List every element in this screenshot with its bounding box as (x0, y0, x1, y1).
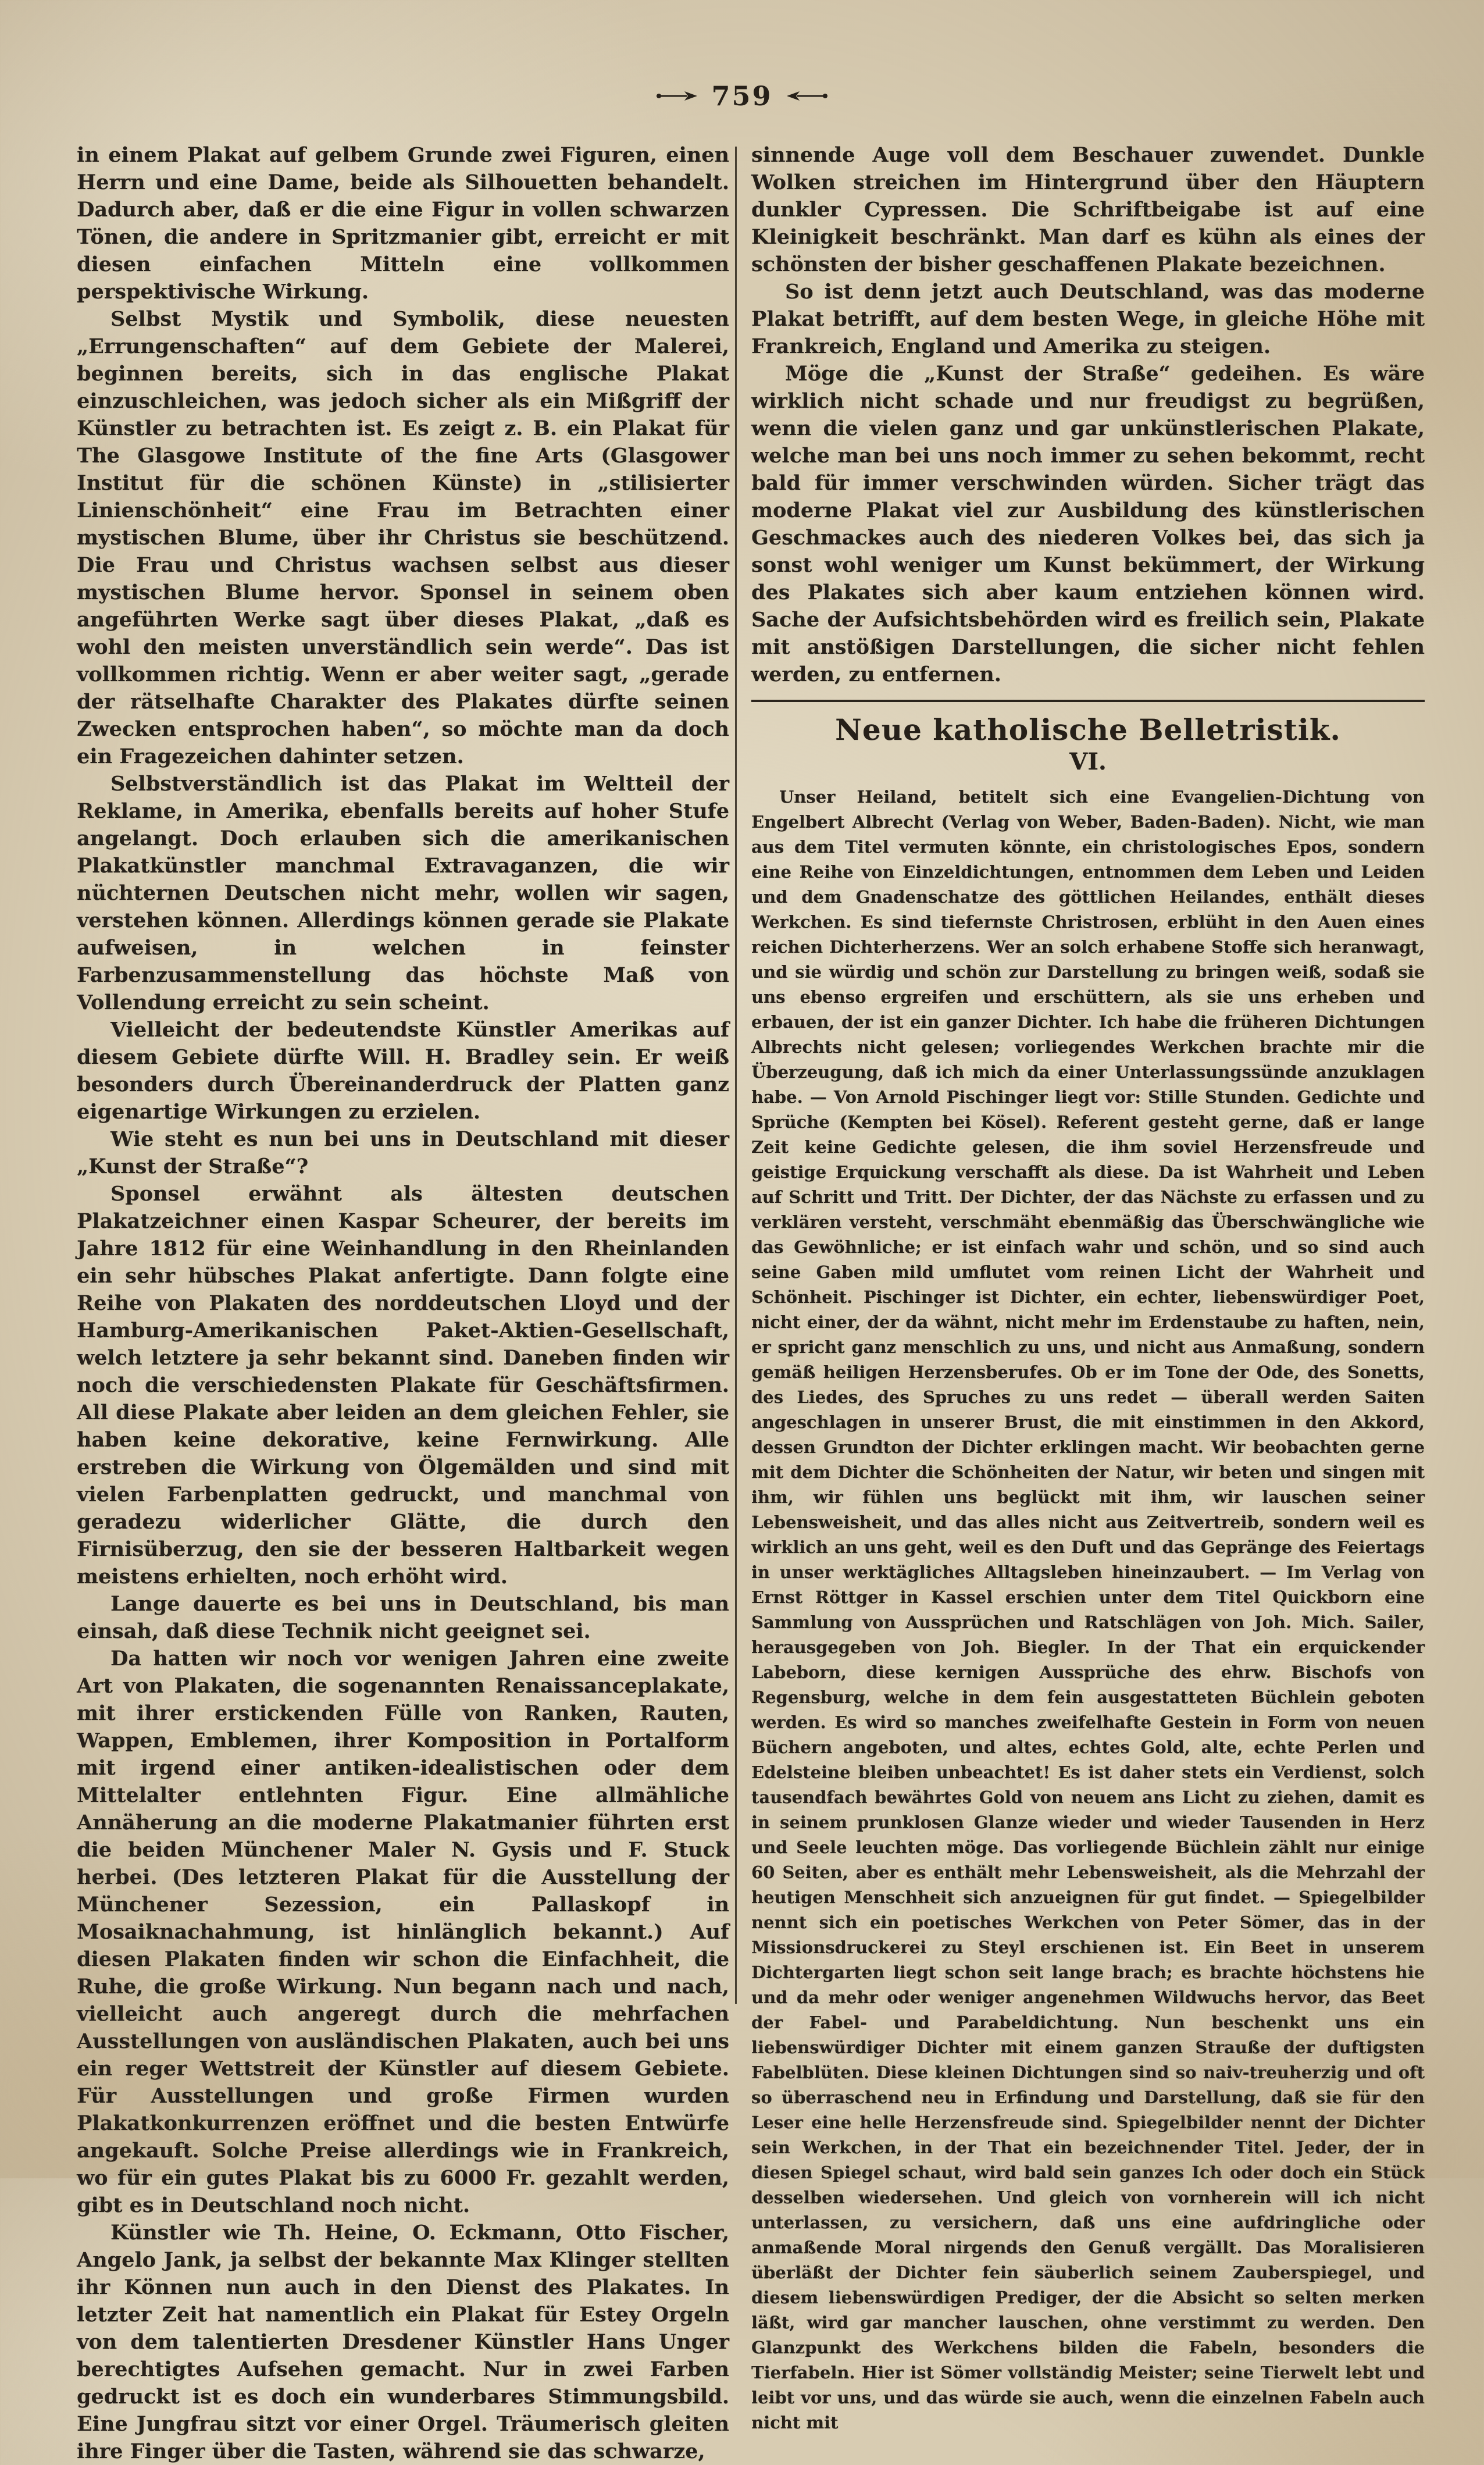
ornament-right-icon (787, 90, 827, 102)
paragraph: So ist denn jetzt auch Deutschland, was das moderne Plakat betrifft, auf dem besten Wege, in gleiche Höhe mit Frankreich, England und Amerika zu steigen. (751, 280, 1425, 358)
section-numeral: VI. (1069, 748, 1107, 775)
column-divider (735, 147, 737, 2004)
paragraph: Selbst Mystik und Symbolik, diese neuesten „Errungenschaften“ auf dem Gebiete der Malerei, beginnen bereits, sich in das englische Plakat einzuschleichen, was jedoch sicher als ein Mißgriff der Künstler zu betrachten ist. Es zeigt z. B. ein Plakat für The Glasgowe Institute of the fine Arts (Glasgower Institut für die schönen Künste) in „stilisierter Linienschönheit“ eine Frau im Betrachten einer mystischen Blume, über ihr Christus sie beschützend. Die Frau und Christus wachsen selbst aus dieser mystischen Blume hervor. Sponsel in seinem oben angeführten Werke sagt über dieses Plakat, „daß es wohl den meisten unverständlich sein werde“. Das ist vollkommen richtig. Wenn er aber weiter sagt, „gerade der rätselhafte Charakter des Plakates dürfte seinen Zwecken entsprochen haben“, so möchte man da doch ein Fragezeichen dahinter setzen. (77, 307, 729, 768)
paragraph: sinnende Auge voll dem Beschauer zuwendet. Dunkle Wolken streichen im Hintergrund über den Häuptern dunkler Cypressen. Die Schriftbeigabe ist auf eine Kleinigkeit beschränkt. Man darf es kühn als eines der schönsten der bisher geschaffenen Plakate bezeichnen. (751, 143, 1425, 276)
left-column (77, 141, 729, 2465)
ornament-left-icon (657, 90, 697, 102)
paragraph: Da hatten wir noch vor wenigen Jahren eine zweite Art von Plakaten, die sogenannten Renaissanceplakate, mit ihrer erstickenden Fülle von Ranken, Rauten, Wappen, Emblemen, ihrer Komposition in Portalform mit irgend einer antiken-idealistischen oder dem Mittelalter entlehnten Figur. Eine allmähliche Annäherung an die moderne Plakatmanier führten erst die beiden Münchener Maler N. Gysis und F. Stuck herbei. (Des letzteren Plakat für die Ausstellung der Münchener Sezession, ein Pallaskopf in Mosaiknachahmung, ist hinlänglich bekannt.) Auf diesen Plakaten finden wir schon die Einfachheit, die Ruhe, die große Wirkung. Nun begann nach und nach, vielleicht auch angeregt durch die mehrfachen Ausstellungen von ausländischen Plakaten, auch bei uns ein reger Wettstreit der Künstler auf diesem Gebiete. Für Ausstellungen und große Firmen wurden Plakatkonkurrenzen eröffnet und die besten Entwürfe angekauft. Solche Preise allerdings wie in Frankreich, wo für ein gutes Plakat bis zu 6000 Fr. gezahlt werden, gibt es in Deutschland noch nicht. (77, 1647, 729, 2217)
section-divider-rule (751, 700, 1425, 702)
paragraph: Möge die „Kunst der Straße“ gedeihen. Es wäre wirklich nicht schade und nur freudigst zu begrüßen, wenn die vielen ganz und gar unkünstlerischen Plakate, welche man bei uns noch immer zu sehen bekommt, recht bald für immer verschwinden würden. Sicher trägt das moderne Plakat viel zur Ausbildung des künstlerischen Geschmackes auch des niederen Volkes bei, das sich ja sonst wohl weniger um Kunst bekümmert, der Wirkung des Plakates sich aber kaum entziehen können wird. Sache der Aufsichtsbehörden wird es freilich sein, Plakate mit anstößigen Darstellungen, die sicher nicht fehlen werden, zu entfernen. (751, 362, 1425, 686)
paragraph: in einem Plakat auf gelbem Grunde zwei Figuren, einen Herrn und eine Dame, beide als Silhouetten behandelt. Dadurch aber, daß er die eine Figur in vollen schwarzen Tönen, die andere in Spritzmanier gibt, erreicht er mit diesen einfachen Mitteln eine vollkommen perspektivische Wirkung. (77, 143, 729, 304)
paragraph: Künstler wie Th. Heine, O. Eckmann, Otto Fischer, Angelo Jank, ja selbst der bekannte Max Klinger stellten ihr Können nun auch in den Dienst des Plakates. In letzter Zeit hat namentlich ein Plakat für Estey Orgeln von dem talentierten Dresdener Künstler Hans Unger berechtigtes Aufsehen gemacht. Nur in zwei Farben gedruckt ist es doch ein wunderbares Stimmungsbild. Eine Jungfrau sitzt vor einer Orgel. Träumerisch gleiten ihre Finger über die Tasten, während sie das schwarze, (77, 2221, 729, 2463)
paragraph: Selbstverständlich ist das Plakat im Weltteil der Reklame, in Amerika, ebenfalls bereits auf hoher Stufe angelangt. Doch erlauben sich die amerikanischen Plakatkünstler manchmal Extravaganzen, die wir nüchternen Deutschen nicht mehr, wollen wir sagen, verstehen können. Allerdings können gerade sie Plakate aufweisen, in welchen in feinster Farbenzusammenstellung das höchste Maß von Vollendung erreicht zu sein scheint. (77, 772, 729, 1014)
paragraph: Wie steht es nun bei uns in Deutschland mit dieser „Kunst der Straße“? (77, 1127, 729, 1178)
paragraph: Unser Heiland, betitelt sich eine Evangelien-Dichtung von Engelbert Albrecht (Verlag von Weber, Baden-Baden). Nicht, wie man aus dem Titel vermuten könnte, ein christologisches Epos, sondern eine Reihe von Einzeldichtungen, entnommen dem Leben und Leiden und dem Gnadenschatze des göttlichen Heilandes, enthält dieses Werkchen. Es sind tiefernste Christrosen, erblüht in den Auen eines reichen Dichterherzens. Wer an solch erhabene Stoffe sich heranwagt, und sie würdig und schön zur Darstellung zu bringen weiß, sodaß sie uns ebenso ergreifen und erschüttern, als sie uns erheben und erbauen, der ist ein ganzer Dichter. Ich habe die früheren Dichtungen Albrechts nicht gelesen; vorliegendes Werkchen brachte mir die Überzeugung, daß ich mich da einer Unterlassungssünde anzuklagen habe. — Von Arnold Pischinger liegt vor: Stille Stunden. Gedichte und Sprüche (Kempten bei Kösel). Referent gesteht gerne, daß er lange Zeit keine Gedichte gelesen, die ihm soviel Herzensfreude und geistige Erquickung verschafft als diese. Da ist Wahrheit und Leben auf Schritt und Tritt. Der Dichter, der das Nächste zu erfassen und zu verklären versteht, verschmäht ebenmäßig das Überschwängliche wie das Gewöhnliche; er ist einfach wahr und schön, und so sind auch seine Gaben mild umflutet vom reinen Licht der Wahrheit und Schönheit. Pischinger ist Dichter, ein echter, liebenswürdiger Poet, nicht einer, der da wähnt, nicht mehr im Erdenstaube zu haften, nein, er spricht ganz menschlich zu uns, und nicht aus Anmaßung, sondern gemäß heiligen Herzensberufes. Ob er im Tone der Ode, des Sonetts, des Liedes, des Spruches zu uns redet — überall werden Saiten angeschlagen in unserer Brust, die mit einstimmen in den Akkord, dessen Grundton der Dichter erklingen macht. Wir beobachten gerne mit dem Dichter die Schönheiten der Natur, wir beten und singen mit ihm, wir fühlen uns beglückt mit ihm, wir lauschen seiner Lebensweisheit, und das alles nicht aus Zeitvertreib, sondern weil es wirklich an uns geht, weil es den Duft und das Gepränge des Feiertags in unser werktägliches Alltagsleben hineinzaubert. — Im Verlag von Ernst Röttger in Kassel erschien unter dem Titel Quickborn eine Sammlung von Aussprüchen und Ratschlägen von Joh. Mich. Sailer, herausgegeben von Joh. Biegler. In der That ein erquickender Labeborn, diese kernigen Aussprüche des ehrw. Bischofs von Regensburg, welche in dem fein ausgestatteten Büchlein geboten werden. Es wird so manches zweifelhafte Gestein in Form von neuen Büchern angeboten, und altes, echtes Gold, alte, echte Perlen und Edelsteine bleiben unbeachtet! Es ist daher stets ein Verdienst, solch tausendfach bewährtes Gold von neuem ans Licht zu ziehen, damit es in seinem prunklosen Glanze wieder und wieder Tausenden in Herz und Seele leuchten möge. Das vorliegende Büchlein zählt nur einige 60 Seiten, aber es enthält mehr Lebensweisheit, als die Mehrzahl der heutigen Menschheit sich anzueignen für gut findet. — Spiegelbilder nennt sich ein poetisches Werkchen von Peter Sömer, das in der Missionsdruckerei zu Steyl erschienen ist. Ein Beet in unserem Dichtergarten liegt schon seit lange brach; es brachte höchstens hie und da mehr oder weniger angenehmen Wildwuchs hervor, das Beet der Fabel- und Parabeldichtung. Nun beschenkt uns ein liebenswürdiger Dichter mit einem ganzen Strauße der duftigsten Fabelblüten. Diese kleinen Dichtungen sind so naiv-treuherzig und oft so überraschend neu in Erfindung und Darstellung, daß sie für den Leser eine helle Herzensfreude sind. Spiegelbilder nennt der Dichter sein Werkchen, in der That ein bezeichnender Titel. Jeder, der in diesen Spiegel schaut, wird bald sein ganzes Ich oder doch ein Stück desselben wiedersehen. Und gleich von vornherein will ich nicht unterlassen, zu versichern, daß uns eine aufdringliche oder anmaßende Moral nirgends den Genuß vergällt. Das Moralisieren überläßt der Dichter fein säuberlich seinem Zauberspiegel, und diesem liebenswürdigen Prediger, der die Absicht so selten merken läßt, wird gar mancher lauschen, ohne verstimmt zu werden. Den Glanzpunkt des Werkchens bilden die Fabeln, besonders die Tierfabeln. Hier ist Sömer vollständig Meister; seine Tierwelt lebt und leibt vor uns, und das würde sie auch, wenn die einzelnen Fabeln auch nicht mit (751, 787, 1425, 2432)
page-header (0, 80, 1484, 112)
paragraph: Lange dauerte es bei uns in Deutschland, bis man einsah, daß diese Technik nicht geeignet sei. (77, 1592, 729, 1643)
right-column (751, 141, 1425, 2435)
paragraph: Vielleicht der bedeutendste Künstler Amerikas auf diesem Gebiete dürfte Will. H. Bradley sein. Er weiß besonders durch Übereinanderdruck der Platten ganz eigenartige Wirkungen zu erzielen. (77, 1018, 729, 1124)
article-plakatkunst-continuation (751, 141, 1425, 688)
section-title: Neue katholische Belletristik. (835, 713, 1341, 747)
section-body (751, 785, 1425, 2435)
paragraph: Sponsel erwähnt als ältesten deutschen Plakatzeichner einen Kaspar Scheurer, der bereits im Jahre 1812 für eine Weinhandlung in den Rheinlanden ein sehr hübsches Plakat anfertigte. Dann folgte eine Reihe von Plakaten des norddeutschen Lloyd und der Hamburg-Amerikanischen Paket-Aktien-Gesellschaft, welch letztere ja sehr bekannt sind. Daneben finden wir noch die verschiedensten Plakate für Geschäftsfirmen. All diese Plakate aber leiden an dem gleichen Fehler, sie haben keine dekorative, keine Fernwirkung. Alle erstreben die Wirkung von Ölgemälden und sind mit vielen Farbenplatten gedruckt, und manchmal von geradezu widerlicher Glätte, die durch den Firnisüberzug, den sie der besseren Haltbarkeit wegen meistens erhielten, noch erhöht wird. (77, 1182, 729, 1588)
page-number: 759 (711, 80, 773, 112)
